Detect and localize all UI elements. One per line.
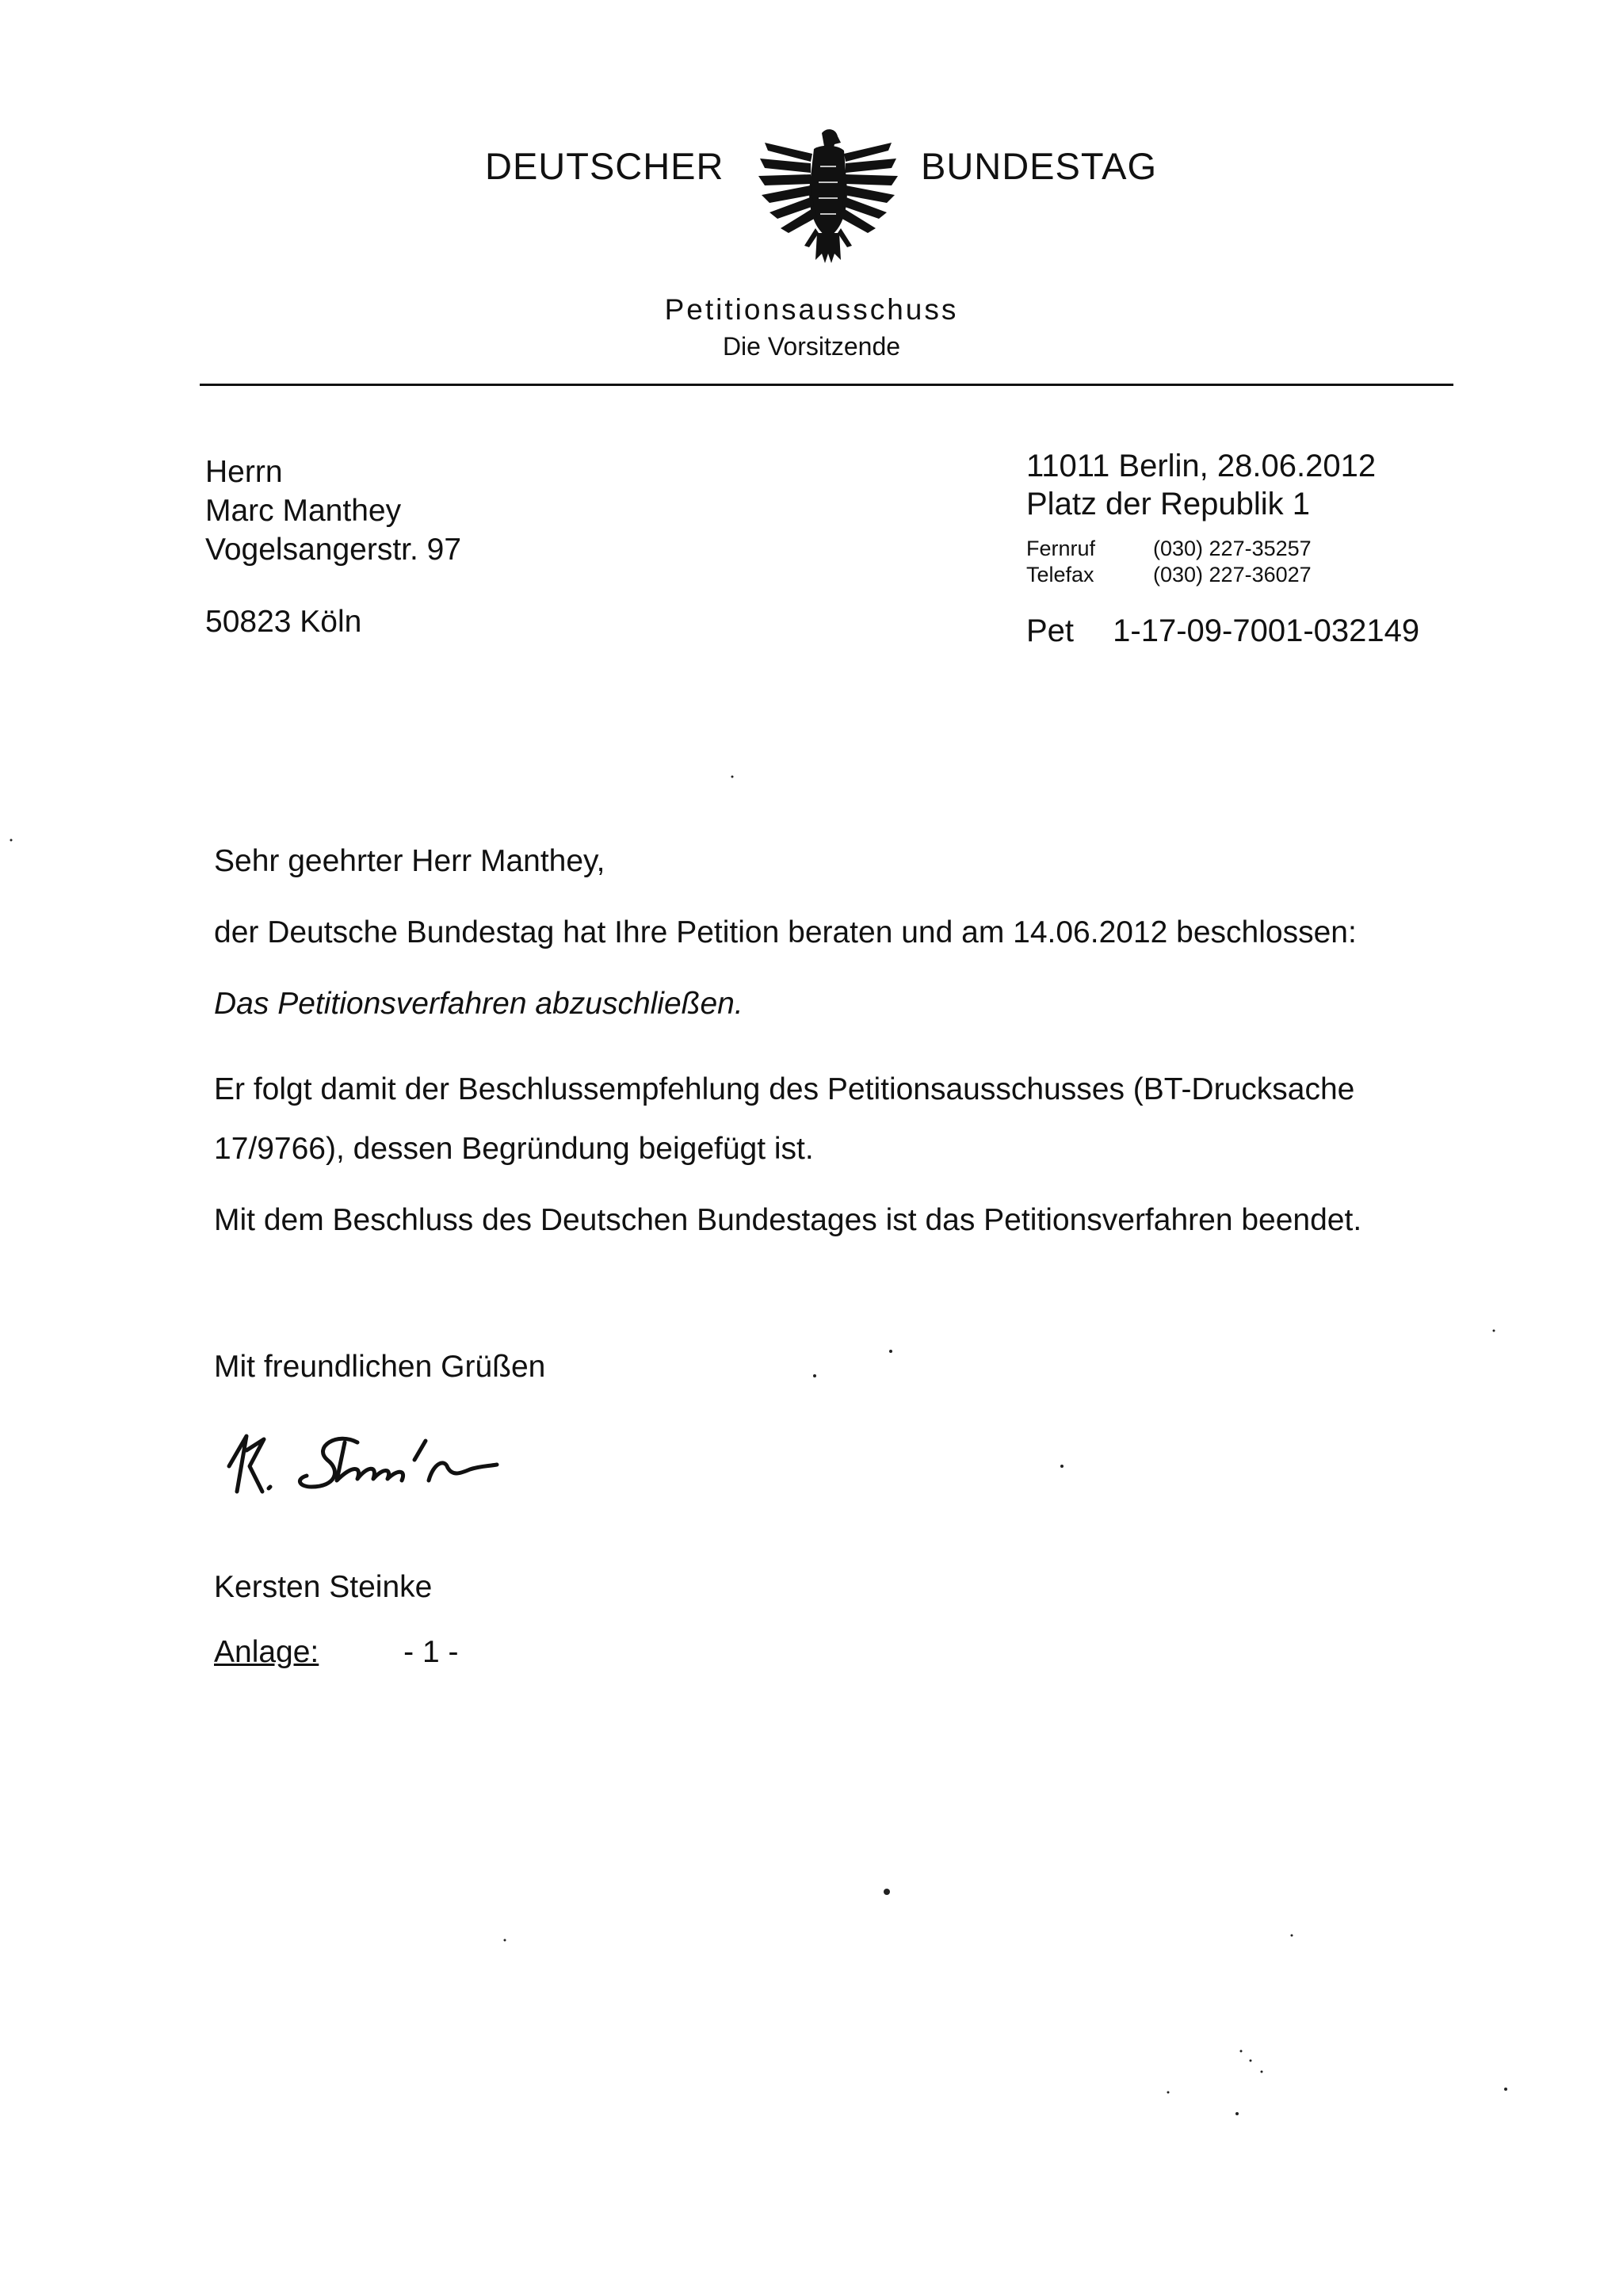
attachment-count: - 1 - (403, 1635, 459, 1669)
header-rule (200, 384, 1453, 386)
decision-text: Das Petitionsverfahren abzuschließen. (214, 987, 743, 1021)
reference-line (1026, 612, 1419, 650)
committee-name: Petitionsausschuss (664, 293, 959, 326)
phone-label: Fernruf (1026, 537, 1096, 560)
fax-label: Telefax (1026, 563, 1094, 586)
recipient-salutation-line: Herrn (205, 455, 283, 489)
handwritten-signature (218, 1419, 590, 1506)
recipient-street: Vogelsangerstr. 97 (205, 533, 462, 567)
paragraph-recommendation-line2: 17/9766), dessen Begründung beigefügt ist. (214, 1132, 814, 1166)
letterhead-left-word: DEUTSCHER (485, 145, 724, 187)
recipient-address (205, 453, 461, 641)
sender-contact (1026, 536, 1312, 588)
greeting: Sehr geehrter Herr Manthey, (214, 844, 605, 878)
fax-number: (030) 227-36027 (1153, 563, 1312, 586)
committee-role: Die Vorsitzende (722, 332, 901, 361)
paragraph-recommendation-line1: Er folgt damit der Beschlussempfehlung des Petitionsausschusses (BT-Drucksache (214, 1072, 1355, 1106)
reference-number: 1-17-09-7001-032149 (1113, 613, 1420, 648)
letterhead-right-word: BUNDESTAG (921, 145, 1157, 187)
sender-street: Platz der Republik 1 (1026, 487, 1310, 521)
attachment-label: Anlage: (214, 1635, 319, 1669)
sender-place-date: 11011 Berlin, 28.06.2012 (1026, 449, 1377, 483)
recipient-name: Marc Manthey (205, 494, 402, 528)
federal-eagle-icon (749, 127, 907, 266)
paragraph-decision-intro: der Deutsche Bundestag hat Ihre Petition beraten und am 14.06.2012 beschlossen: (214, 915, 1357, 949)
signer-name: Kersten Steinke (214, 1570, 433, 1604)
recipient-city: 50823 Köln (205, 605, 362, 639)
paragraph-conclusion: Mit dem Beschluss des Deutschen Bundestages ist das Petitionsverfahren beendet. (214, 1203, 1362, 1237)
closing: Mit freundlichen Grüßen (214, 1350, 546, 1384)
attachment-line (214, 1633, 1514, 1671)
reference-label: Pet (1026, 613, 1075, 648)
phone-number: (030) 227-35257 (1153, 537, 1312, 560)
